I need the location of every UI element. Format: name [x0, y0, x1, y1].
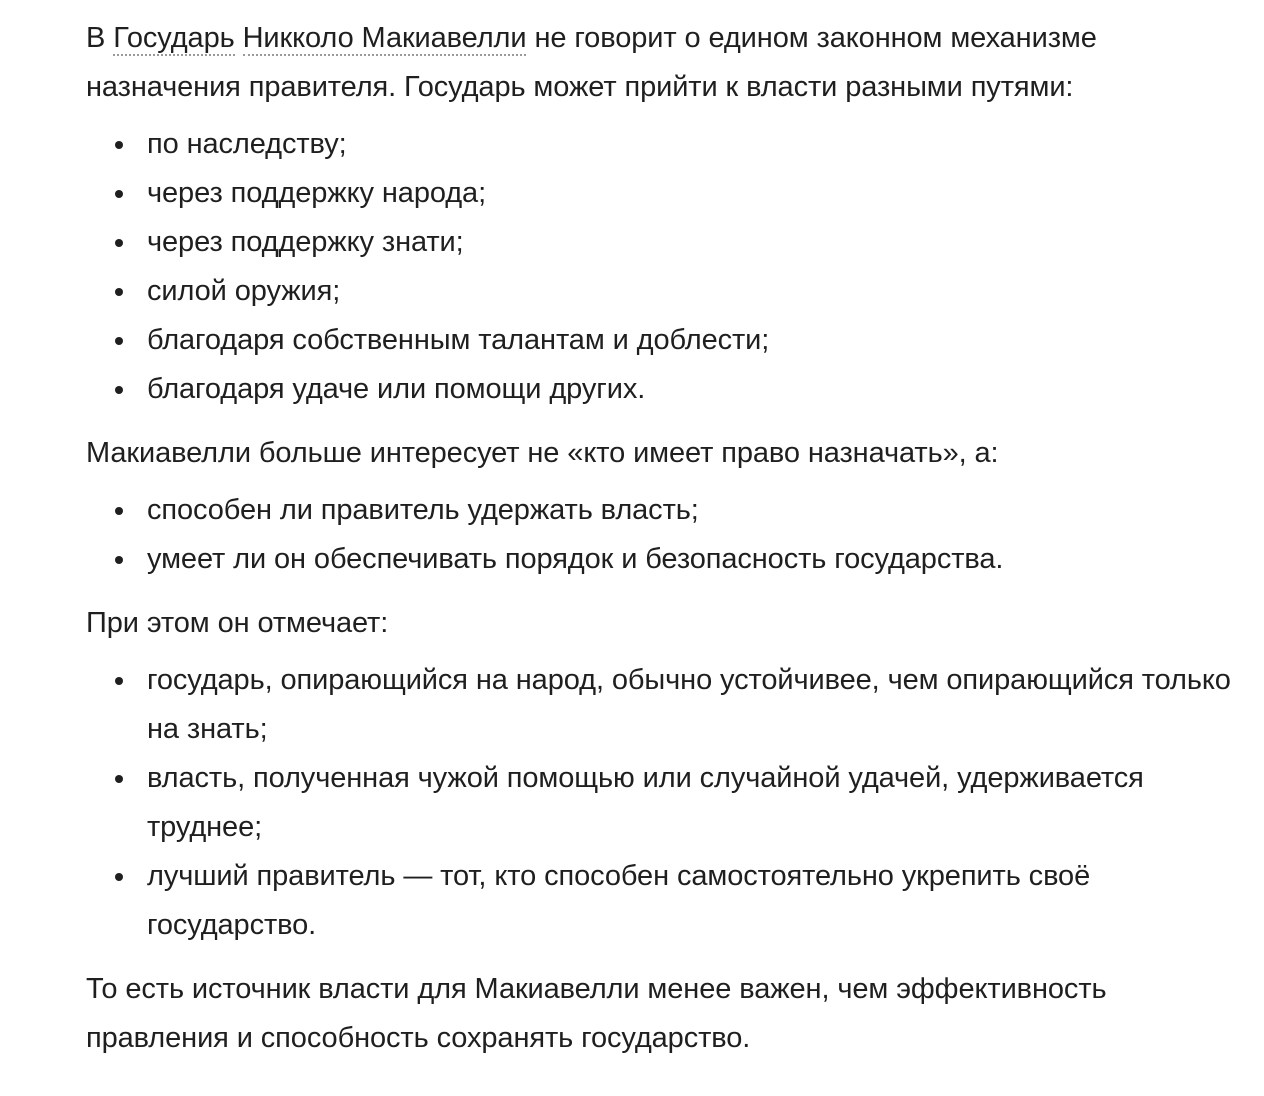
list-item: благодаря собственным талантам и доблести;: [147, 316, 1246, 365]
conclusion-paragraph: То есть источник власти для Макиавелли менее важен, чем эффективность правления и способность сохранять государство.: [86, 973, 1107, 1054]
list-item: государь, опирающийся на народ, обычно устойчивее, чем опирающийся только на знать;: [147, 656, 1246, 754]
list-item: умеет ли он обеспечивать порядок и безопасность государства.: [147, 535, 1246, 584]
list-item: силой оружия;: [147, 267, 1246, 316]
list-item: лучший правитель — тот, кто способен самостоятельно укрепить своё государство.: [147, 852, 1246, 950]
list-item: по наследству;: [147, 120, 1246, 169]
interest-paragraph: Макиавелли больше интересует не «кто имеет право назначать», а:: [86, 437, 999, 469]
reference-link-book[interactable]: Государь: [113, 22, 235, 54]
intro-space: [235, 22, 243, 54]
reference-link-author[interactable]: Никколо Макиавелли: [242, 22, 527, 54]
list-item: через поддержку знати;: [147, 218, 1246, 267]
intro-rest: не говорит о едином законном механизме назначения правителя. Государь может прийти к власти разными путями:: [86, 22, 1097, 103]
interests-list: [86, 486, 1246, 584]
list-item: благодаря удаче или помощи других.: [147, 365, 1246, 414]
list-item: через поддержку народа;: [147, 169, 1246, 218]
answer-text: [86, 14, 1246, 1063]
list-item: способен ли правитель удержать власть;: [147, 486, 1246, 535]
list-item: власть, полученная чужой помощью или случайной удачей, удерживается труднее;: [147, 754, 1246, 852]
intro-prefix: В: [86, 22, 114, 54]
notes-list: [86, 656, 1246, 950]
ways-list: [86, 120, 1246, 414]
notes-paragraph: При этом он отмечает:: [86, 607, 389, 639]
intro-paragraph: [86, 14, 1246, 112]
